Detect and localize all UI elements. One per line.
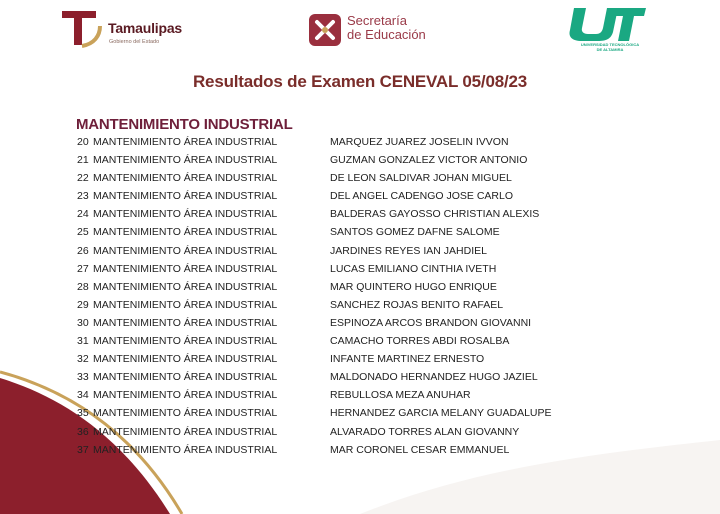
row-name: SANCHEZ ROJAS BENITO RAFAEL [330,298,504,311]
result-row [77,351,637,369]
row-number: 30 [77,316,89,329]
tamaulipas-name: Tamaulipas [108,20,182,36]
row-number: 22 [77,172,89,185]
row-number: 28 [77,280,89,293]
row-name: SANTOS GOMEZ DAFNE SALOME [330,226,500,239]
page-title: Resultados de Examen CENEVAL 05/08/23 [192,72,527,91]
sep-line-1: Secretaría [347,13,407,28]
result-row [77,315,637,333]
row-number: 27 [77,262,89,275]
row-area: MANTENIMIENTO ÁREA INDUSTRIAL [93,407,278,420]
sep-emblem-icon [307,12,343,48]
row-area: MANTENIMIENTO ÁREA INDUSTRIAL [93,244,278,257]
row-name: ALVARADO TORRES ALAN GIOVANNY [330,425,520,438]
result-row [77,206,637,224]
sep-logo [305,10,445,50]
row-area: MANTENIMIENTO ÁREA INDUSTRIAL [93,172,278,185]
result-row [77,369,637,387]
result-row [77,134,637,152]
row-area: MANTENIMIENTO ÁREA INDUSTRIAL [93,262,278,275]
row-area: MANTENIMIENTO ÁREA INDUSTRIAL [93,280,278,293]
ut-line-2: DE ALTAMIRA [596,47,624,52]
row-name: HERNANDEZ GARCIA MELANY GUADALUPE [330,407,552,420]
row-number: 32 [77,353,89,366]
ut-text [562,42,658,52]
row-number: 36 [77,425,89,438]
section-title: MANTENIMIENTO INDUSTRIAL [76,116,293,133]
result-row [77,279,637,297]
row-area: MANTENIMIENTO ÁREA INDUSTRIAL [93,443,278,456]
row-name: DEL ANGEL CADENGO JOSE CARLO [330,190,514,203]
result-row [77,224,637,242]
result-row [77,152,637,170]
tamaulipas-subtitle: Gobierno del Estado [109,39,160,45]
row-number: 24 [77,208,89,221]
row-area: MANTENIMIENTO ÁREA INDUSTRIAL [93,389,278,402]
row-name: LUCAS EMILIANO CINTHIA IVETH [330,262,497,275]
row-name: CAMACHO TORRES ABDI ROSALBA [330,335,510,348]
row-name: DE LEON SALDIVAR JOHAN MIGUEL [330,172,512,185]
row-name: JARDINES REYES IAN JAHDIEL [330,244,487,257]
ut-line-1: UNIVERSIDAD TECNOLÓGICA [580,42,640,47]
result-row [77,297,637,315]
row-area: MANTENIMIENTO ÁREA INDUSTRIAL [93,226,278,239]
ut-logo [560,4,660,56]
result-row [77,424,637,442]
row-name: MAR QUINTERO HUGO ENRIQUE [330,280,497,293]
result-row [77,170,637,188]
row-name: MALDONADO HERNANDEZ HUGO JAZIEL [330,371,538,384]
sep-text [347,14,426,42]
row-area: MANTENIMIENTO ÁREA INDUSTRIAL [93,353,278,366]
row-number: 26 [77,244,89,257]
result-row [77,261,637,279]
result-row [77,188,637,206]
row-area: MANTENIMIENTO ÁREA INDUSTRIAL [93,154,278,167]
result-row [77,405,637,423]
row-area: MANTENIMIENTO ÁREA INDUSTRIAL [93,208,278,221]
row-number: 33 [77,371,89,384]
row-number: 25 [77,226,89,239]
ut-emblem-icon [560,4,660,42]
row-area: MANTENIMIENTO ÁREA INDUSTRIAL [93,425,278,438]
row-number: 31 [77,335,89,348]
tamaulipas-logo [60,8,200,50]
result-row [77,243,637,261]
tamaulipas-emblem-icon [60,8,104,50]
result-row [77,387,637,405]
result-row [77,333,637,351]
row-name: REBULLOSA MEZA ANUHAR [330,389,471,402]
row-area: MANTENIMIENTO ÁREA INDUSTRIAL [93,136,278,148]
results-list [77,134,637,460]
result-row [77,442,637,460]
row-name: MAR CORONEL CESAR EMMANUEL [330,443,510,456]
row-number: 29 [77,298,89,311]
row-number: 23 [77,190,89,203]
row-name: ESPINOZA ARCOS BRANDON GIOVANNI [330,316,532,329]
row-number: 35 [77,407,89,420]
row-area: MANTENIMIENTO ÁREA INDUSTRIAL [93,371,278,384]
row-name: INFANTE MARTINEZ ERNESTO [330,353,485,366]
row-number: 20 [77,136,89,148]
row-number: 37 [77,443,89,456]
row-area: MANTENIMIENTO ÁREA INDUSTRIAL [93,316,278,329]
sep-line-2: de Educación [347,27,426,42]
row-number: 21 [77,154,89,167]
row-area: MANTENIMIENTO ÁREA INDUSTRIAL [93,298,278,311]
row-name: BALDERAS GAYOSSO CHRISTIAN ALEXIS [330,208,540,221]
row-number: 34 [77,389,89,402]
row-area: MANTENIMIENTO ÁREA INDUSTRIAL [93,335,278,348]
row-area: MANTENIMIENTO ÁREA INDUSTRIAL [93,190,278,203]
row-name: GUZMAN GONZALEZ VICTOR ANTONIO [330,154,528,167]
row-name: MARQUEZ JUAREZ JOSELIN IVVON [330,136,509,148]
